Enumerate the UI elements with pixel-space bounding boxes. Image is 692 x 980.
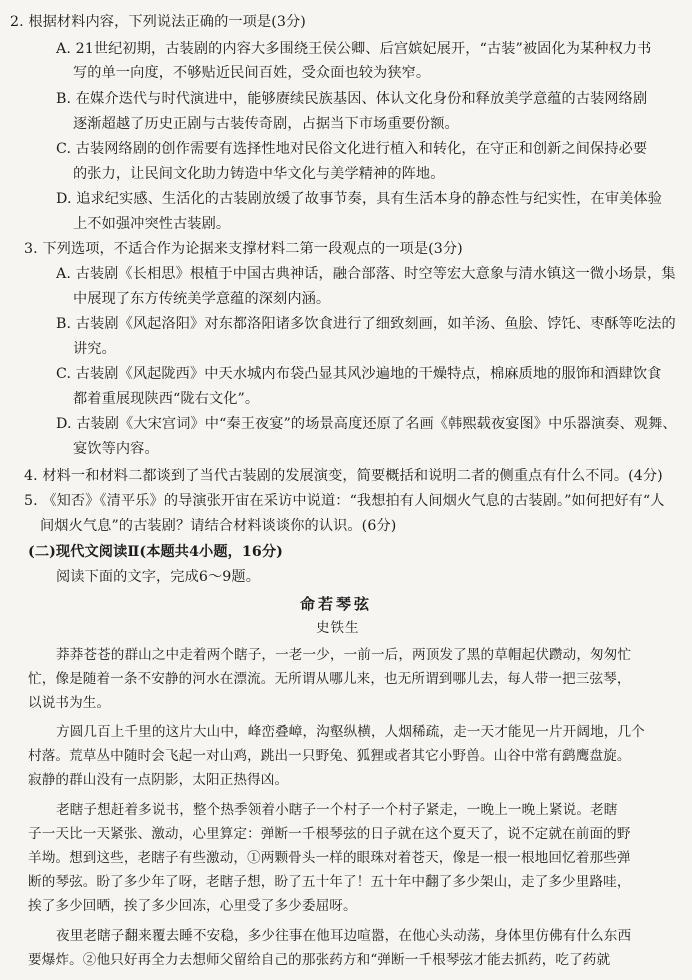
passage-line: 忙，像是随着一条不安静的河水在漂流。无所谓从哪儿来，也无所谓到哪儿去，每人带一把三弦琴， [28,671,631,687]
q3-option-c-line2: 都着重展现陕西“陇右文化”。 [73,391,260,407]
q2-option-a-line1: A. 21世纪初期，古装剧的内容大多围绕王侯公卿、后宫嫔妃展开，“古装”被固化为某种权力书 [56,41,652,57]
q3-option-a-line1: A. 古装剧《长相思》根植于中国古典神话，融合部落、时空等宏大意象与清水镇这一微小场景，集 [56,266,676,282]
q3-option-b-line1: B. 古装剧《风起洛阳》对东都洛阳诸多饮食进行了细致刻画，如羊汤、鱼脍、饽饦、枣酥等吃法的 [56,316,676,332]
q2-option-c-line1: C. 古装网络剧的创作需要有选择性地对民俗文化进行植入和转化，在守正和创新之间保持必要 [56,141,648,157]
section-heading: (二)现代文阅读Ⅱ(本题共4小题，16分) [28,544,283,560]
passage-line: 夜里老瞎子翻来覆去睡不安稳，多少往事在他耳边喧嚣，在他心头动荡，身体里仿佛有什么东西 [56,928,632,944]
q5-stem-line1: 5. 《知否》《清平乐》的导演张开宙在采访中说道：“我想拍有人间烟火气息的古装剧。”如何把好有“人 [24,493,665,509]
q2-option-c-line2: 的张力，让民间文化助力铸造中华文化与美学精神的阵地。 [73,166,445,182]
passage-line: 羊坳。想到这些，老瞎子有些激动，①两颗骨头一样的眼珠对着苍天，像是一根一根地回忆着那些弹 [28,850,631,866]
q2-option-d-line2: 上不如强冲突性古装剧。 [73,216,231,232]
passage-line: 老瞎子想赶着多说书，整个热季领着小瞎子一个村子一个村子紧走，一晚上一晚上紧说。老瞎 [56,802,618,818]
q2-stem: 2. 根据材料内容，下列说法正确的一项是(3分) [10,14,306,30]
q3-stem: 3. 下列选项，不适合作为论据来支撑材料二第一段观点的一项是(3分) [24,241,463,257]
q2-option-b-line1: B. 在媒介迭代与时代演进中，能够赓续民族基因、体认文化身份和释放美学意蕴的古装网络剧 [56,91,648,107]
q3-option-c-line1: C. 古装剧《风起陇西》中天水城内布袋凸显其风沙遍地的干燥特点，棉麻质地的服饰和酒肆饮食 [56,366,662,382]
passage-author: 史铁生 [316,620,360,636]
passage-line: 以说书为生。 [28,695,111,711]
passage-line: 子一天比一天紧张、激动，心里算定：弹断一千根琴弦的日子就在这个夏天了，说不定就在前面的野 [28,826,631,842]
passage-line: 莽莽苍苍的群山之中走着两个瞎子，一老一少，一前一后，两顶发了黑的草帽起伏躜动，匆匆忙 [56,647,632,663]
passage-title: 命若琴弦 [300,595,373,613]
q3-option-d-line1: D. 古装剧《大宋宫词》中“秦王夜宴”的场景高度还原了名画《韩熙载夜宴图》中乐器演奏、观舞、 [56,416,677,432]
passage-line: 断的琴弦。盼了多少年了呀，老瞎子想，盼了五十年了！五十年中翻了多少架山，走了多少里路哇， [28,874,631,890]
q2-option-d-line1: D. 追求纪实感、生活化的古装剧放缓了故事节奏，具有生活本身的静态性与纪实性，在审美体验 [56,191,662,207]
passage-line: 要爆炸。②他只好再全力去想师父留给自己的那张药方和“弹断一千根琴弦才能去抓药，吃了药就 [28,952,611,968]
section-instruction: 阅读下面的文字，完成6～9题。 [56,569,260,585]
q3-option-d-line2: 宴饮等内容。 [73,441,159,457]
passage-line: 挨了多少回晒，挨了多少回冻，心里受了多少委屈呀。 [28,898,357,914]
q4-stem: 4. 材料一和材料二都谈到了当代古装剧的发展演变，简要概括和说明二者的侧重点有什么不同。(4分) [24,468,663,484]
passage-line: 村落。荒草丛中随时会飞起一对山鸡，跳出一只野兔、狐狸或者其它小野兽。山谷中常有鹞鹰盘旋。 [28,748,631,764]
q2-option-b-line2: 逐渐超越了历史正剧与古装传奇剧，占据当下市场重要份额。 [73,116,459,132]
q3-option-b-line2: 讲究。 [73,341,116,357]
passage-line: 寂静的群山没有一点阴影，太阳正热得凶。 [28,772,289,788]
passage-line: 方圆几百上千里的这片大山中，峰峦叠嶂，沟壑纵横，人烟稀疏，走一天才能见一片开阔地，几个 [56,724,645,740]
q2-option-a-line2: 写的单一向度，不够贴近民间百姓，受众面也较为狭窄。 [73,65,431,81]
q3-option-a-line2: 中展现了东方传统美学意蕴的深刻内涵。 [73,291,331,307]
q5-stem-line2: 间烟火气息”的古装剧？请结合材料谈谈你的认识。(6分) [40,518,397,534]
